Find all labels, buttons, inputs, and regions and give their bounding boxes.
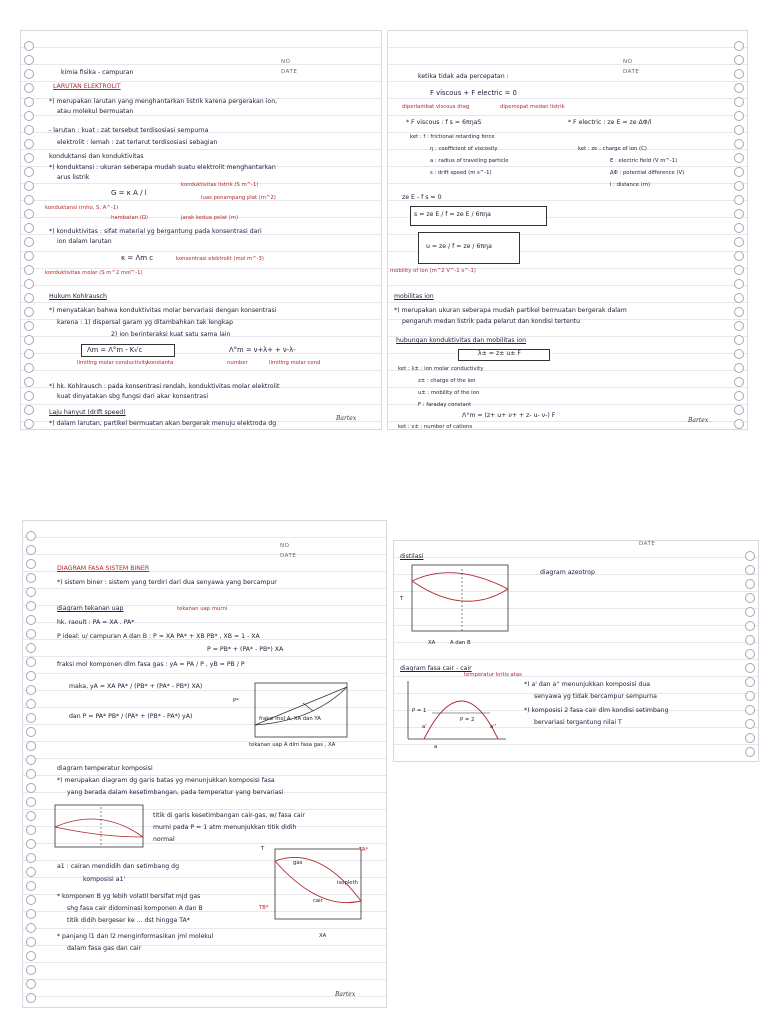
binder-hole xyxy=(745,579,755,589)
text-line: konduktansi dan konduktivitas xyxy=(49,153,144,160)
binder-hole xyxy=(745,607,755,617)
annotation: konduktivitas molar (S m^2 mol^-1) xyxy=(45,270,143,276)
binder-hole xyxy=(24,153,34,163)
binder-hole xyxy=(734,83,744,93)
binder-hole xyxy=(24,111,34,121)
text-line: titik didih bergeser ke ... dst hingga TA* xyxy=(67,917,190,924)
annotation: konsentrasi elektrolit (mol m^-3) xyxy=(176,256,264,262)
binder-hole xyxy=(26,671,36,681)
binder-hole xyxy=(745,719,755,729)
binder-hole xyxy=(26,643,36,653)
notebook-page-drift-speed xyxy=(387,30,748,430)
annotation: temperatur kritis atas xyxy=(464,672,522,678)
binder-hole xyxy=(24,419,34,429)
text-line: * panjang l1 dan l2 menginformasikan jml molekul xyxy=(57,933,214,940)
text-line: 2) ion berinteraksi kuat satu sama lain xyxy=(111,331,231,338)
binder-hole xyxy=(734,195,744,205)
header-date: DATE xyxy=(281,69,298,75)
binder-hole xyxy=(734,363,744,373)
binder-hole xyxy=(745,565,755,575)
binder-hole xyxy=(734,55,744,65)
text-line: - larutan : kuat : zat tersebut terdisosiasi sempurna xyxy=(49,127,209,134)
formula-boxed: Λm = Λ°m - K√c xyxy=(87,346,143,354)
annotation: dipercepat medan listrik xyxy=(500,104,565,110)
text-line: *) dalam larutan, partikel bermuatan akan bergerak menuju elektroda dg xyxy=(49,420,277,427)
binder-hole xyxy=(24,139,34,149)
binder-hole xyxy=(26,629,36,639)
binder-hole xyxy=(26,699,36,709)
header-no: NO xyxy=(280,543,290,549)
binder-hole xyxy=(26,741,36,751)
binder-hole xyxy=(734,209,744,219)
vapor-pressure-diagram xyxy=(253,681,353,747)
binder-hole xyxy=(26,545,36,555)
phase-label: P = 1 xyxy=(412,708,427,714)
header-no: NO xyxy=(623,59,633,65)
binder-hole xyxy=(26,573,36,583)
text-line: dalam fasa gas dan cair xyxy=(67,945,142,952)
binder-hole xyxy=(734,335,744,345)
axis-label: T xyxy=(261,846,265,852)
annotation: limiting molar conductivity xyxy=(77,360,149,366)
formula: maka, yA = XA PA* / (PB* + (PA* - PB*) XA) xyxy=(69,683,203,690)
binder-hole xyxy=(26,615,36,625)
point-label: a xyxy=(434,744,438,750)
binder-hole xyxy=(26,531,36,541)
binder-hole xyxy=(26,853,36,863)
watermark: Bartex xyxy=(336,415,357,422)
binder-hole xyxy=(24,349,34,359)
text-line: murni pada P = 1 atm menunjukkan titik didih xyxy=(153,824,297,831)
binder-hole xyxy=(24,69,34,79)
formula: P = PB* + (PA* - PB*) XA xyxy=(207,646,284,653)
section-heading: diagram tekanan uap xyxy=(57,605,124,612)
text-line: u± : mobility of the ion xyxy=(418,390,480,396)
diagram-frame xyxy=(412,565,508,631)
annotation: diperlambat viscous drag xyxy=(402,104,470,110)
text-line: *) hk. Kohlrausch : pada konsentrasi rendah, konduktivitas molar elektrolit xyxy=(49,383,280,390)
formula: P ideal: u/ campuran A dan B : P = XA PA* + XB PB* , XB = 1 - XA xyxy=(57,633,260,640)
text-line: *) komposisi 2 fasa cair dlm kondisi setimbang xyxy=(524,707,669,714)
phase-label: P = 2 xyxy=(460,717,475,723)
section-heading: diagram temperatur komposisi xyxy=(57,765,153,772)
text-line: ket : ze : charge of ion (C) xyxy=(578,146,647,152)
binder-hole xyxy=(734,279,744,289)
binder-hole xyxy=(26,797,36,807)
binder-hole xyxy=(24,167,34,177)
binder-hole xyxy=(24,279,34,289)
text-line: l : distance (m) xyxy=(610,182,651,188)
text-line: s : drift speed (m s^-1) xyxy=(430,170,492,176)
azeotrope-diagram xyxy=(404,561,514,641)
formula: ze E - f s = 0 xyxy=(402,194,442,201)
text-line: ket : ν± : number of cations xyxy=(398,424,473,430)
section-heading: LARUTAN ELEKTROLIT xyxy=(53,83,121,90)
binder-hole xyxy=(24,251,34,261)
binder-hole xyxy=(734,349,744,359)
binder-holes xyxy=(23,31,35,429)
text-line: normal xyxy=(153,836,175,843)
text-line: komposisi a1' xyxy=(83,876,126,883)
binder-hole xyxy=(26,895,36,905)
binder-hole xyxy=(26,881,36,891)
binder-hole xyxy=(734,265,744,275)
text-line: * komponen B yg lebih volatil bersifat mjd gas xyxy=(57,893,201,900)
topic-title: kimia fisika - campuran xyxy=(61,69,134,76)
binder-hole xyxy=(734,307,744,317)
formula: G = κ A / l xyxy=(111,189,147,197)
phase-label: gas xyxy=(293,860,303,866)
watermark: Bartex xyxy=(688,417,709,424)
formula: F viscous + F electric = 0 xyxy=(430,89,517,97)
axis-label: TA* xyxy=(359,847,369,853)
binder-hole xyxy=(24,335,34,345)
binder-hole xyxy=(26,909,36,919)
text-line: senyawa yg tidak bercampur sempurna xyxy=(534,693,657,700)
binder-hole xyxy=(26,587,36,597)
binder-hole xyxy=(24,237,34,247)
text-line: ket : f : frictional retarding force xyxy=(410,134,495,140)
binder-hole xyxy=(734,391,744,401)
axis-label: tekanan uap A dlm fasa gas , XA xyxy=(249,742,336,748)
formula-boxed: λ± = z± u± F xyxy=(478,350,521,357)
text-line: ketika tidak ada percepatan : xyxy=(418,73,509,80)
binder-hole xyxy=(745,705,755,715)
point-label: a'' xyxy=(490,724,497,730)
notebook-page-binary-phase xyxy=(22,520,387,1008)
binder-hole xyxy=(24,293,34,303)
binder-hole xyxy=(26,811,36,821)
binder-hole xyxy=(24,125,34,135)
text-line: shg fasa cair didominasi komponen A dan B xyxy=(67,905,203,912)
binder-hole xyxy=(26,783,36,793)
binder-hole xyxy=(734,125,744,135)
text-line: a1 : cairan mendidih dan setimbang dg xyxy=(57,863,180,870)
binder-hole xyxy=(26,601,36,611)
header-date: DATE xyxy=(639,541,656,547)
binder-hole xyxy=(26,769,36,779)
binder-holes xyxy=(25,521,37,1007)
section-heading: Hukum Kohlrausch xyxy=(49,293,107,300)
binder-hole xyxy=(734,69,744,79)
annotation: konstanta xyxy=(147,360,174,366)
phase-label: isopleth xyxy=(337,880,358,886)
text-line: *) merupakan larutan yang menghantarkan listrik karena pergerakan ion, xyxy=(49,98,278,105)
binder-hole xyxy=(745,551,755,561)
binder-hole xyxy=(24,195,34,205)
binder-hole xyxy=(745,691,755,701)
binder-hole xyxy=(26,685,36,695)
binder-hole xyxy=(734,111,744,121)
text-line: arus listrik xyxy=(57,174,90,181)
axis-label: XA xyxy=(319,933,327,939)
text-line: titik di garis kesetimbangan cair-gas, w/ fasa cair xyxy=(153,812,305,819)
binder-hole xyxy=(734,321,744,331)
binder-hole xyxy=(24,181,34,191)
annotation: luas penampang plat (m^2) xyxy=(201,195,276,201)
binder-hole xyxy=(24,321,34,331)
diagram-title: diagram azeotrop xyxy=(540,569,595,576)
axis-label: P* xyxy=(233,698,239,704)
text-line: a : radius of traveling particle xyxy=(430,158,509,164)
binder-hole xyxy=(26,951,36,961)
tie-arrow xyxy=(303,703,313,711)
annotation: limiting molar cond xyxy=(269,360,321,366)
binder-holes xyxy=(733,31,745,429)
formula: Λ°m = (z+ u+ ν+ + z- u- ν-) F xyxy=(462,412,556,419)
notebook-page-kohlrausch xyxy=(20,30,382,430)
binder-hole xyxy=(734,97,744,107)
annotation: konduktansi (mho, S, A^-1) xyxy=(45,205,119,211)
binder-hole xyxy=(26,923,36,933)
formula-boxed: s = ze E / f = ze E / 6πηa xyxy=(414,211,491,218)
binder-hole xyxy=(24,55,34,65)
vapor-curve xyxy=(412,573,508,589)
text-line: *) a' dan a'' menunjukkan komposisi dua xyxy=(524,681,651,688)
binder-hole xyxy=(26,965,36,975)
text-line: atau molekul bermuatan xyxy=(57,108,134,115)
text-line: ket : λ± : ion molar conductivity xyxy=(398,366,484,372)
formula: κ = Λm c xyxy=(121,254,154,262)
text-line: kuat dinyatakan sbg fungsi dari akar konsentrasi xyxy=(57,393,209,400)
binder-hole xyxy=(734,181,744,191)
binder-hole xyxy=(745,733,755,743)
annotation: tekanan uap murni xyxy=(177,606,228,612)
text-line: η : coefficient of viscosity xyxy=(430,146,498,152)
binder-hole xyxy=(745,747,755,757)
binder-hole xyxy=(26,825,36,835)
axis-label: T xyxy=(400,596,404,602)
text-line: E : electric field (V m^-1) xyxy=(610,158,678,164)
diagram-frame xyxy=(255,683,347,737)
section-heading: diagram fasa cair - cair xyxy=(400,665,472,672)
text-line: *) merupakan diagram dg garis batas yg menunjukkan komposisi fasa xyxy=(57,777,275,784)
binder-hole xyxy=(26,937,36,947)
binder-hole xyxy=(26,867,36,877)
binder-hole xyxy=(26,993,36,1003)
header-date: DATE xyxy=(280,553,297,559)
section-heading: Laju hanyut (drift speed) xyxy=(49,409,126,416)
binder-hole xyxy=(26,755,36,765)
notebook-page-distillation xyxy=(393,540,759,762)
text-line: ΔΦ : potential difference (V) xyxy=(610,170,685,176)
binder-hole xyxy=(734,41,744,51)
annotation: hambatan (Ω) xyxy=(111,215,148,221)
formula-boxed: u = ze / f = ze / 6πηa xyxy=(426,243,492,250)
text-line: bervariasi tergantung nilai T xyxy=(534,719,622,726)
text-line: z± : charge of the ion xyxy=(418,378,476,384)
phase-label: cair xyxy=(313,898,323,904)
section-heading: mobilitas ion xyxy=(394,293,434,300)
binder-hole xyxy=(24,307,34,317)
binder-hole xyxy=(745,621,755,631)
axis-label: TB* xyxy=(259,905,269,911)
watermark: Bartex xyxy=(335,991,356,998)
binder-hole xyxy=(734,237,744,247)
formula: hk. raoult : PA = XA . PA* xyxy=(57,619,135,626)
binder-hole xyxy=(734,251,744,261)
binder-hole xyxy=(734,139,744,149)
binder-hole xyxy=(734,405,744,415)
section-heading: distilasi xyxy=(400,553,424,560)
temperature-composition-diagram xyxy=(51,797,151,857)
binder-hole xyxy=(24,223,34,233)
binder-hole xyxy=(24,83,34,93)
binder-hole xyxy=(24,209,34,219)
liquid-curve xyxy=(412,581,508,601)
binder-hole xyxy=(26,559,36,569)
binder-hole xyxy=(24,377,34,387)
diagram-frame xyxy=(55,805,143,847)
formula: * F electric : ze E = ze ΔΦ/l xyxy=(568,119,652,126)
header-date: DATE xyxy=(623,69,640,75)
binder-hole xyxy=(734,167,744,177)
formula: dan P = PA* PB* / (PA* + (PB* - PA*) yA) xyxy=(69,713,193,720)
text-line: yang berada dalam kesetimbangan, pada temperatur yang bervariasi xyxy=(67,789,284,796)
binder-hole xyxy=(745,677,755,687)
binder-hole xyxy=(745,635,755,645)
point-label: a' xyxy=(422,724,427,730)
text-line: F : faraday constant xyxy=(418,402,472,408)
text-line: ion dalam larutan xyxy=(57,238,112,245)
binder-hole xyxy=(26,839,36,849)
binder-hole xyxy=(745,663,755,673)
section-heading: hubungan konduktivitas dan mobilitas ion xyxy=(396,337,526,344)
binder-hole xyxy=(24,405,34,415)
section-heading: DIAGRAM FASA SISTEM BINER xyxy=(57,565,150,572)
axis-label: A dan B xyxy=(450,640,471,646)
binder-hole xyxy=(734,153,744,163)
binder-hole xyxy=(24,41,34,51)
binder-hole xyxy=(734,377,744,387)
annotation: number xyxy=(227,360,248,366)
binder-holes xyxy=(744,541,756,761)
binder-hole xyxy=(734,293,744,303)
annotation: jarak kedua pelat (m) xyxy=(181,215,239,221)
binder-hole xyxy=(24,97,34,107)
text-line: *) menyatakan bahwa konduktivitas molar bervariasi dengan konsentrasi xyxy=(49,307,277,314)
binder-hole xyxy=(745,649,755,659)
text-line: elektrolit : lemah : zat terlarut terdisosiasi sebagian xyxy=(57,139,218,146)
binder-hole xyxy=(734,419,744,429)
text-line: *) konduktivitas : sifat material yg bergantung pada konsentrasi dari xyxy=(49,228,262,235)
binder-hole xyxy=(26,727,36,737)
annotation: konduktivitas listrik (S m^-1) xyxy=(181,182,259,188)
binder-hole xyxy=(24,391,34,401)
header-no: NO xyxy=(281,59,291,65)
text-line: *) konduktansi : ukuran seberapa mudah suatu elektrolit menghantarkan xyxy=(49,164,276,171)
formula: Λ°m = ν+λ+ + ν-λ- xyxy=(229,346,296,354)
axis-label: XA xyxy=(428,640,436,646)
text-line: *) merupakan ukuran seberapa mudah partikel bermuatan bergerak dalam xyxy=(394,307,627,314)
text-line: *) sistem biner : sistem yang terdiri dari dua senyawa yang bercampur xyxy=(57,579,277,586)
text-line: karena : 1) dispersal garam yg ditambahkan tak lengkap xyxy=(57,319,234,326)
text-line: pengaruh medan listrik pada pelarut dan kondisi tertentu xyxy=(402,318,581,325)
binder-hole xyxy=(745,593,755,603)
binder-hole xyxy=(26,979,36,989)
binder-hole xyxy=(734,223,744,233)
formula: fraksi mol komponen dlm fasa gas : yA = PA / P , yB = PB / P xyxy=(57,661,245,668)
formula: * F viscous : f s = 6πηaS xyxy=(406,119,482,126)
binder-hole xyxy=(24,363,34,373)
binder-hole xyxy=(24,265,34,275)
annotation: mobility of ion (m^2 V^-1 s^-1) xyxy=(390,268,476,274)
binder-hole xyxy=(26,657,36,667)
axis-label: fraksi mol A, XA dan YA xyxy=(259,716,321,722)
binder-hole xyxy=(26,713,36,723)
